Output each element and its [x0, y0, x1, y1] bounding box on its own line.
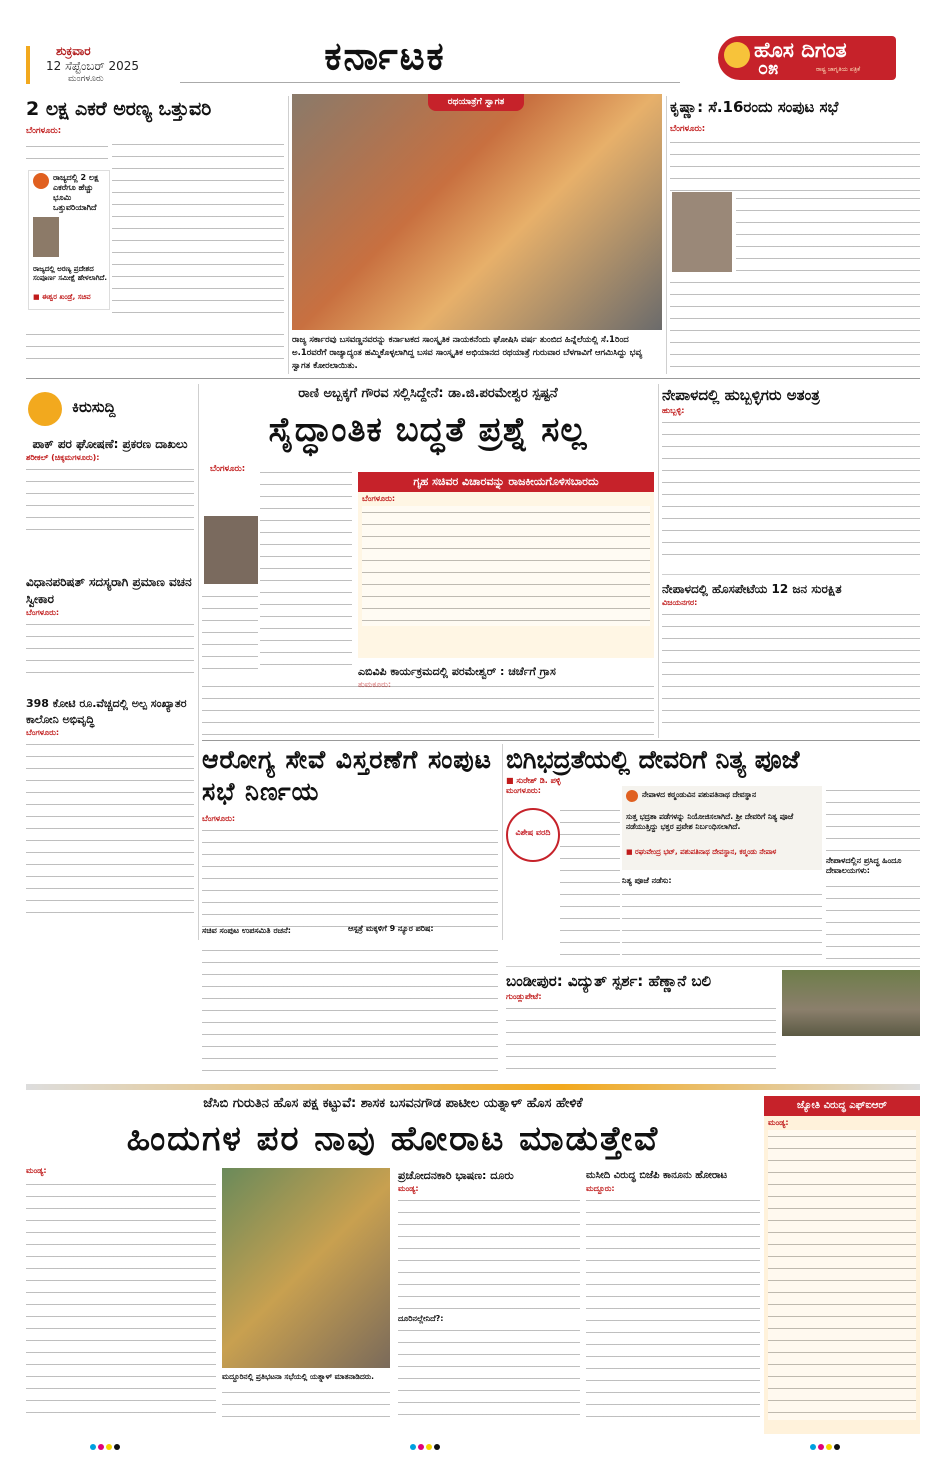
quote-by: ■ ರಘುವೇಂದ್ರ ಭಟ್, ಪಶುಪತಿನಾಥ ದೇವಸ್ಥಾನ, ಕಠ್ಮಂಡು ನೇಪಾಳ: [626, 848, 777, 856]
paper-logo: [718, 36, 896, 80]
sub-title: ಎಬಿವಿಪಿ ಕಾರ್ಯಕ್ರಮದಲ್ಲಿ ಪರಮೇಶ್ವರ್ : ಚರ್ಚೆಗೆ ಗ್ರಾಸ: [358, 665, 556, 678]
rath-badge: ರಥಯಾತ್ರೆಗೆ ಸ್ವಾಗತ: [428, 94, 524, 111]
rath-photo: [292, 94, 662, 330]
quote-text: ರಾಜ್ಯದಲ್ಲಿ 2 ಲಕ್ಷ ಎಕರೆಗೂ ಹೆಚ್ಚು ಭೂಮಿ ಒತ್ತುವರಿಯಾಗಿದೆ: [53, 173, 99, 212]
seal-text: ವಿಶೇಷ ವರದಿ: [515, 828, 551, 837]
story-title: 2 ಲಕ್ಷ ಎಕರೆ ಅರಣ್ಯ ಒತ್ತುವರಿ: [26, 98, 212, 120]
story-temple: [506, 744, 920, 964]
sub-heading: ಆಸ್ಪತ್ರೆ ಮಕ್ಕಳಿಗೆ 9 ನ್ಯೂರ ಪರಿಷ:: [348, 924, 434, 933]
day-label: ಶುಕ್ರವಾರ: [56, 44, 91, 58]
brief-dateline: ಬೆಂಗಳೂರು:: [26, 608, 60, 617]
brief-title: ವಿಧಾನಪರಿಷತ್ ಸದಸ್ಯರಾಗಿ ಪ್ರಮಾಣ ವಚನ ಸ್ವೀಕಾರ: [26, 575, 192, 606]
box-dateline: ಬೆಂಗಳೂರು:: [362, 494, 396, 503]
story-elephant: [506, 970, 920, 1080]
quote-box: [28, 170, 110, 310]
story-forest: [26, 96, 284, 368]
elephant-photo: [782, 970, 920, 1036]
dateline: ಬೆಂಗಳೂರು:: [202, 814, 236, 823]
story-fir: [764, 1096, 920, 1434]
dateline: ಬೆಂಗಳೂರು:: [670, 124, 706, 134]
paper-name: ಹೊಸ ದಿಗಂತ: [754, 38, 847, 62]
story-title: ಸೈದ್ಧಾಂತಿಕ ಬದ್ಧತೆ ಪ್ರಶ್ನೆ ಸಲ್ಲ: [268, 410, 588, 450]
temple-quote-box: [622, 786, 822, 870]
kirusuddi-header: [26, 392, 194, 426]
story-cabinet16: [670, 96, 920, 368]
hand-icon: [28, 392, 62, 426]
col2-dateline: ಮಂಡ್ಯ:: [398, 1184, 419, 1193]
byline: ■ ಸುರೇಶ್ ಡಿ. ಪಳ್ಳಿ: [506, 776, 561, 785]
quote-by: ■ ಈಶ್ವರ ಖಂಡ್ರೆ, ಸಚಿವ: [33, 293, 91, 301]
dateline: ವಿಜಯನಗರ:: [662, 598, 698, 607]
brief-1: [26, 436, 194, 564]
city-label: ಮಂಗಳೂರು: [68, 74, 104, 84]
story-kicker: ಜೆಸಿಬಿ ಗುರುತಿನ ಹೊಸ ಪಕ್ಷ ಕಟ್ಟುವೆ: ಶಾಸಕ ಬಸವನಗೌಡ ಪಾಟೀಲ ಯತ್ನಾಳ್ ಹೊಸ ಹೇಳಿಕೆ: [203, 1096, 583, 1111]
masthead: [0, 0, 945, 92]
col3-story: [586, 1168, 760, 1428]
color-strip: [26, 1084, 920, 1090]
brief-dateline: ಬೆಂಗಳೂರು:: [26, 728, 60, 737]
col2-story: [398, 1168, 580, 1428]
story-rath: [292, 94, 662, 374]
fir-label: ಜ್ಯೋತಿ ವಿರುದ್ಧ ಎಫ್‌ಐಆರ್: [764, 1096, 920, 1116]
dateline: ಗುಂಡ್ಲುಪೇಟೆ:: [506, 992, 542, 1001]
kirusuddi-label: ಕಿರುಸುದ್ದಿ: [72, 398, 116, 416]
story-title: ಕೃಷ್ಣಾ: ಸೆ.16ರಂದು ಸಂಪುಟ ಸಭೆ: [670, 98, 839, 116]
story-title: ಆರೋಗ್ಯ ಸೇವೆ ವಿಸ್ತರಣೆಗೆ ಸಂಪುಟ ಸಭೆ ನಿರ್ಣಯ: [202, 745, 492, 806]
brief-dateline: ಶರೀಕಲ್ (ಚಿಕ್ಕಮಗಳೂರು):: [26, 453, 100, 462]
story-kicker: ರಾಣಿ ಅಬ್ಬಕ್ಕಗೆ ಗೌರವ ಸಲ್ಲಿಸಿದ್ದೇನೆ: ಡಾ.ಜಿ.ಪರಮೇಶ್ವರ ಸ್ಪಷ್ಟನೆ: [298, 386, 558, 401]
box-title: ಗೃಹ ಸಚಿವರ ವಿಚಾರವನ್ನು ರಾಜಕೀಯಗೊಳಿಸಬಾರದು: [358, 472, 654, 492]
col2-title: ಪ್ರಚೋದನಕಾರಿ ಭಾಷಣ: ದೂರು: [398, 1169, 514, 1182]
sub-heading: ನಿತ್ಯ ಪೂಜೆ ನಡೆಸು:: [622, 876, 672, 885]
story-parameshwar: [202, 384, 654, 730]
story-health: [202, 744, 498, 940]
quote-head: ನೇಪಾಳದ ಕಠ್ಮಂಡುವಿನ ಪಶುಪತಿನಾಥ ದೇವಸ್ಥಾನ: [642, 790, 757, 799]
cm-photo: [672, 192, 732, 272]
paper-tagline: ರಾಷ್ಟ್ರ ಜಾಗೃತಿಯ ಪತ್ರಿಕೆ: [816, 66, 861, 73]
brief-3-body: [26, 696, 194, 932]
col3-dateline: ಮದ್ದೂರು:: [586, 1184, 615, 1193]
col2-sub: ದೂರಿನಲ್ಲೇನಿದೆ?:: [398, 1314, 444, 1323]
dateline: ಮಂಡ್ಯ:: [26, 1166, 47, 1175]
brief-title: 398 ಕೋಟಿ ರೂ.ವೆಚ್ಚದಲ್ಲಿ ಅಲ್ಪ ಸಂಖ್ಯಾತರ ಕಾಲೋನಿ ಅಭಿವೃದ್ಧಿ: [26, 697, 187, 726]
dateline: ಬೆಂಗಳೂರು:: [26, 126, 62, 136]
section-title: ಕರ್ನಾಟಕ: [324, 34, 446, 78]
box-story: [358, 472, 654, 658]
dateline: ಹುಬ್ಬಳ್ಳಿ:: [662, 406, 685, 415]
parameshwar-photo: [204, 516, 258, 584]
story-yatnal: [26, 1094, 760, 1444]
dateline: ಮಂಡ್ಯ:: [768, 1118, 789, 1127]
page-number: ೦೫: [758, 58, 779, 79]
yatnal-photo: [222, 1168, 390, 1368]
special-report-seal: [506, 808, 560, 862]
story-title: ಬಂಡೀಪುರ: ವಿದ್ಯುತ್ ಸ್ಪರ್ಶ: ಹೆಣ್ಣಾನೆ ಬಲಿ: [506, 972, 712, 990]
quote-mark-icon: [33, 173, 49, 189]
sub-heading-2: ಸಚಿವ ಸಂಪುಟ ಉಪಸಮಿತಿ ರಚನೆ:: [202, 926, 291, 935]
brief-2: [26, 574, 194, 686]
story-title: ನೇಪಾಳದಲ್ಲಿ ಹುಬ್ಬಳ್ಳಿಗರು ಅತಂತ್ರ: [662, 386, 820, 404]
registration-marks: [90, 1444, 850, 1452]
brief-title: ಪಾಕ್ ಪರ ಘೋಷಣೆ: ಪ್ರಕರಣ ದಾಖಲು: [32, 437, 188, 451]
quote-note: ರಾಜ್ಯದಲ್ಲಿ ಅರಣ್ಯ ಪ್ರದೇಶದ ಸಂಪೂರ್ಣ ಸಮೀಕ್ಷೆ ಹೇಳಲಾಗಿದೆ.: [33, 265, 108, 282]
dateline-block: [26, 44, 176, 84]
quote-text: ಸುತ್ತ ಭದ್ರತಾ ಪಡೆಗಳನ್ನು ನಿಯೋಜಿಸಲಾಗಿದೆ. ಶ್ರೀ ದೇವರಿಗೆ ನಿತ್ಯ ಪೂಜೆ ನಡೆಯುತ್ತಿದ್ದು ಭಕ್ತರ ಪ್ರವೇಶ ನಿರ್ಬಂಧಿಸಲಾಗಿದೆ.: [626, 812, 794, 831]
col3-title: ಮಸೀದಿ ವಿರುದ್ಧ ಬಿಜೆಪಿ ಕಾನೂನು ಹೋರಾಟ: [586, 1170, 728, 1181]
story-title: ನೇಪಾಳದಲ್ಲಿ ಹೊಸಪೇಟೆಯ 12 ಜನ ಸುರಕ್ಷಿತ: [662, 582, 842, 596]
quote-mark-icon: [626, 790, 638, 802]
rath-caption: ರಾಜ್ಯ ಸರ್ಕಾರವು ಬಸವಣ್ಣನವರನ್ನು ಕರ್ನಾಟಕದ ಸಾಂಸ್ಕೃತಿಕ ನಾಯಕನೆಂದು ಘೋಷಿಸಿ ವರ್ಷ ತುಂಬಿದ ಹಿನ್ನೆಲೆಯಲ್ಲಿ ಸೆ.1ರಿಂದ ಅ.1ರವರೆಗೆ ರಾಜ್ಯಾದ್ಯಂತ ಹಮ್ಮಿಕೊಳ್ಳಲಾಗಿದ್ದ ಬಸವ ಸಾಂಸ್ಕೃತಿಕ ಅಭಿಯಾನದ ರಥಯಾತ್ರೆ ಗುರುವಾರ ಬೆಳಗಾವಿಗೆ ಆಗಮಿಸಿದ್ದು ಭವ್ಯ ಸ್ವಾಗತ ಕೋರಲಾಯಿತು.: [292, 335, 643, 371]
story-nepal-hosapete: [662, 580, 920, 736]
dateline: ಬೆಂಗಳೂರು:: [210, 464, 246, 474]
story-nepal-hubballi: [662, 384, 920, 570]
sub-heading-2: ನೇಪಾಳದಲ್ಲಿನ ಪ್ರಸಿದ್ಧ ಹಿಂದೂ ದೇವಾಲಯಗಳು:: [826, 856, 902, 875]
story-title: ಬಿಗಿಭದ್ರತೆಯಲ್ಲಿ ದೇವರಿಗೆ ನಿತ್ಯ ಪೂಜೆ: [506, 745, 800, 774]
photo-caption: ಮದ್ದೂರಿನಲ್ಲಿ ಪ್ರತಿಭಟನಾ ಸಭೆಯಲ್ಲಿ ಯತ್ನಾಳ್ ಮಾತನಾಡಿದರು.: [222, 1372, 375, 1381]
dateline: ಮಂಗಳೂರು:: [506, 786, 541, 795]
lamp-icon: [724, 42, 750, 68]
story-title: ಹಿಂದುಗಳ ಪರ ನಾವು ಹೋರಾಟ ಮಾಡುತ್ತೇವೆ: [126, 1119, 660, 1159]
date-label: 12 ಸೆಪ್ಟೆಂಬರ್ 2025: [46, 59, 140, 73]
minister-photo: [33, 217, 59, 257]
